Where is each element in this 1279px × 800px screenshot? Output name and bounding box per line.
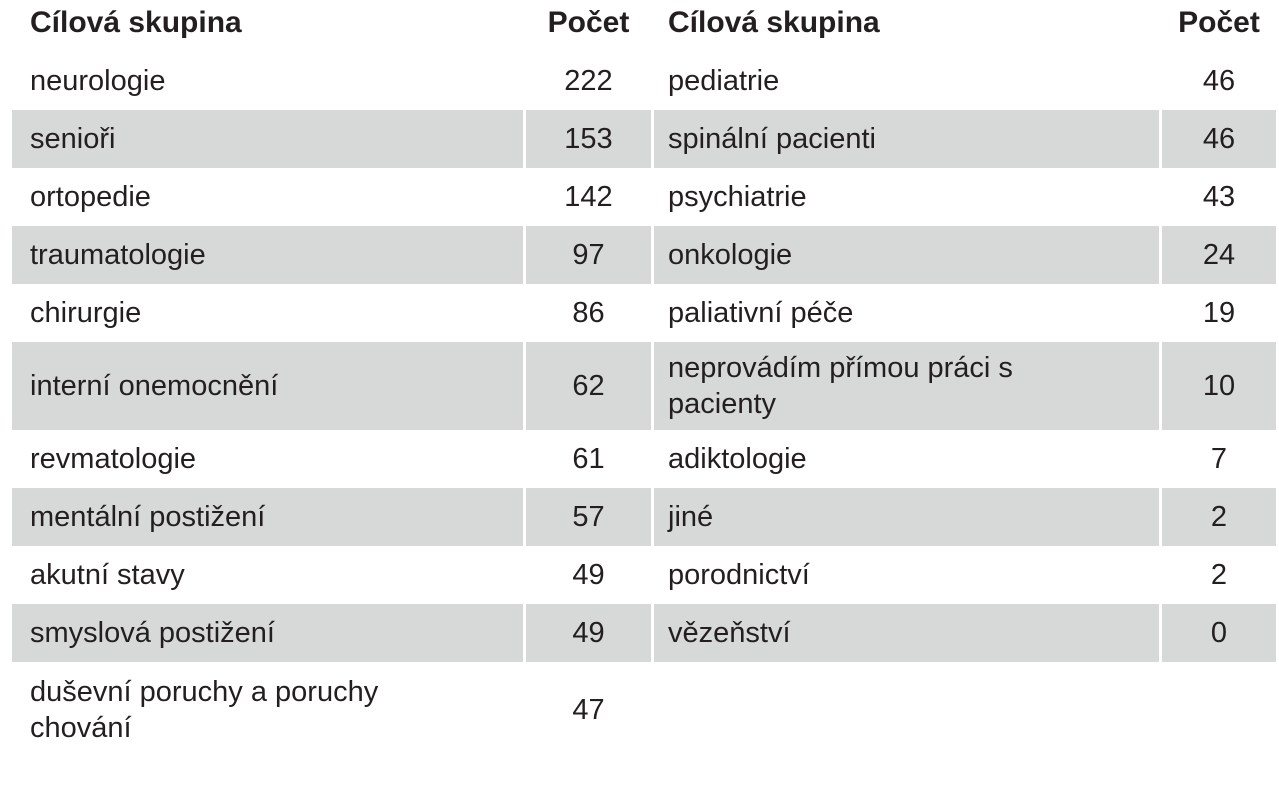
row-group: onkologie [651,226,1159,284]
row-count: 10 [1159,342,1276,430]
table-row [651,342,1276,430]
row-count: 2 [1159,488,1276,546]
row-group: ortopedie [30,180,151,213]
table-header [12,0,651,52]
row-count: 2 [1159,546,1276,604]
header-group: Cílová skupina [668,6,880,39]
row-count: 142 [523,168,651,226]
table-row [12,52,651,110]
row-group: vězeňství [651,604,1159,662]
row-count: 62 [523,342,651,430]
row-count: 49 [523,604,651,662]
header-count: Počet [547,6,630,39]
row-group: jiné [651,488,1159,546]
row-group: mentální postižení [12,488,523,546]
row-count: 222 [523,52,651,110]
row-count: 57 [523,488,651,546]
table-row [651,430,1276,488]
row-group: senioři [12,110,523,168]
left-table-column [12,0,651,758]
table-row [651,284,1276,342]
row-count: 61 [523,430,651,488]
row-count: 86 [523,284,651,342]
row-count: 46 [1159,110,1276,168]
row-group: spinální pacienti [651,110,1159,168]
table-row [12,430,651,488]
table-row [651,110,1276,168]
table-row [12,546,651,604]
row-count: 153 [523,110,651,168]
row-count: 24 [1159,226,1276,284]
table-row [651,488,1276,546]
row-group: pediatrie [651,52,1159,110]
row-count: 43 [1159,168,1276,226]
row-group: smyslová postižení [12,604,523,662]
table-header [651,0,1276,52]
right-table-column [651,0,1276,662]
row-group-text: duševní poruchy a poruchy chování [30,676,379,744]
table-row [12,110,651,168]
table-row [12,342,651,430]
row-group-text: neprovádím přímou práci s pacienty [668,352,1013,420]
row-group: porodnictví [651,546,1159,604]
table-row [651,546,1276,604]
row-group [12,662,523,758]
row-group [651,342,1159,430]
row-group: chirurgie [30,296,142,329]
row-group: interní onemocnění [12,342,523,430]
row-count: 0 [1159,604,1276,662]
table-row [651,52,1276,110]
row-group: traumatologie [12,226,523,284]
table-row [12,284,651,342]
table-row [12,168,651,226]
header-group: Cílová skupina [30,6,242,39]
table-row [12,226,651,284]
row-group: akutní stavy [30,558,185,591]
row-count: 19 [1159,284,1276,342]
row-group: neurologie [30,64,166,97]
row-count: 7 [1159,430,1276,488]
row-group: adiktologie [651,430,1159,488]
table-row [651,226,1276,284]
table-row [651,604,1276,662]
row-group: psychiatrie [651,168,1159,226]
row-count: 46 [1159,52,1276,110]
row-count: 47 [523,662,651,758]
row-count: 97 [523,226,651,284]
table-row [12,604,651,662]
row-group: paliativní péče [651,284,1159,342]
table-row [12,662,651,758]
table-row [651,168,1276,226]
header-count: Počet [1178,6,1260,39]
table-row [12,488,651,546]
row-group: revmatologie [30,442,197,475]
row-count: 49 [523,546,651,604]
